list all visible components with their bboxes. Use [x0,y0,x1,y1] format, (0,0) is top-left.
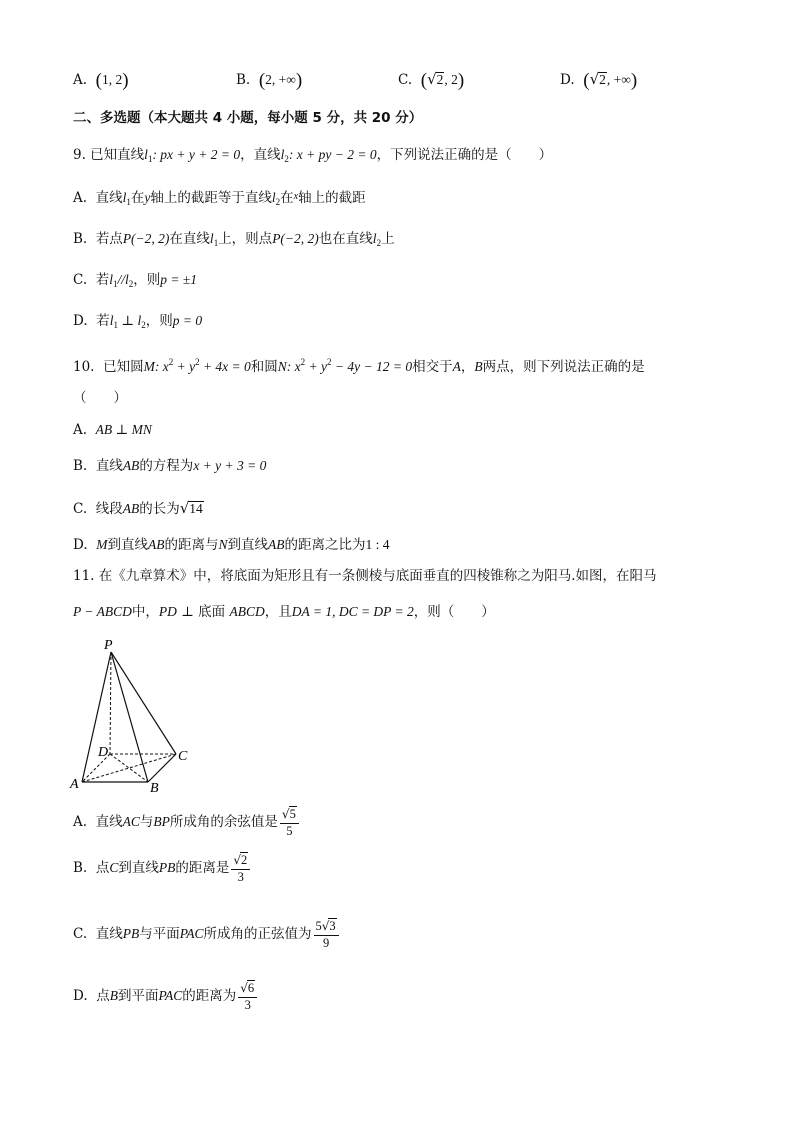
q11-option-a: A. 直线AC与BP所成角的余弦值是 $\frac{√5}{5}$ [73,806,299,839]
fraction: $\frac{√2}{3}$ [231,852,250,885]
q10-option-d: D. M到直线AB的距离与N到直线AB的距离之比为1 : 4 [73,537,390,553]
q9-option-a: A. 直线$l_1$在y轴上的截距等于直线$l_2$在$^x$轴上的截距 [73,190,366,207]
pyramid-figure [68,636,198,796]
prev-option-c: C. (√2, 2) [398,70,465,91]
edge-pb [111,652,148,782]
fraction: $\frac{√6}{3}$ [238,980,257,1013]
q9-option-d: D. 若$l_1$ ⊥ $l_2$，则p = 0 [73,313,203,330]
prev-option-a: A. (1, 2) [73,70,129,91]
q10-answer-paren: （ ） [73,390,127,406]
q10-option-c: C. 线段AB的长为√14 [73,499,203,517]
prev-option-b: B. (2, +∞) [236,70,303,91]
q11-stem-line1: 11. 在《九章算术》中，将底面为矩形且有一条侧棱与底面垂直的四棱锥称之为阳马.如图，在阳马 [73,568,657,584]
q9-option-c: C. 若$l_1//l_2$，则p = ±1 [73,272,198,289]
edge-db-hidden [110,754,148,782]
label-d: D [98,745,109,760]
label-c: C [178,749,188,764]
q9-option-b: B. 若点P(−2, 2)在直线$l_1$上，则点P(−2, 2)也在直线$l_2$上 [73,231,395,248]
q10-stem: 10. 已知圆M: $x^2 + y^2 + 4x = 0$和圆N: $x^2 + y^2 - 4y - 12 = 0$相交于A，B两点，则下列说法正确的是 [73,357,645,375]
edge-pa [82,652,111,782]
fraction: $\frac{5√3}{9}$ [314,918,339,951]
q11-option-b: B. 点C到直线PB的距离是 $\frac{√2}{3}$ [73,852,250,885]
label-a: A [70,777,79,792]
label-p: P [104,638,113,653]
q9-stem: 9. 已知直线$l_1$: px + y + 2 = 0，直线$l_2$: x + py − 2 = 0，下列说法正确的是（ ） [73,147,553,164]
q10-option-a: A. AB ⊥ MN [73,422,152,438]
edge-bc [148,754,176,782]
section-title: 二、多选题（本大题共 4 小题，每小题 5 分，共 20 分） [73,110,423,126]
fraction: $\frac{√5}{5}$ [280,806,299,839]
edge-pd-hidden [110,652,111,754]
q11-option-d: D. 点B到平面PAC的距离为 $\frac{√6}{3}$ [73,980,257,1013]
q11-option-c: C. 直线PB与平面PAC所成角的正弦值为 $\frac{5√3}{9}$ [73,918,339,951]
edge-pc [111,652,176,754]
q11-stem-line2: P − ABCD中，PD ⊥ 底面 ABCD，且DA = 1, DC = DP = 2，则（ ） [73,604,495,620]
label-b: B [150,781,159,796]
q10-option-b: B. 直线AB的方程为x + y + 3 = 0 [73,458,267,474]
prev-option-d: D. (√2, +∞) [560,70,638,91]
